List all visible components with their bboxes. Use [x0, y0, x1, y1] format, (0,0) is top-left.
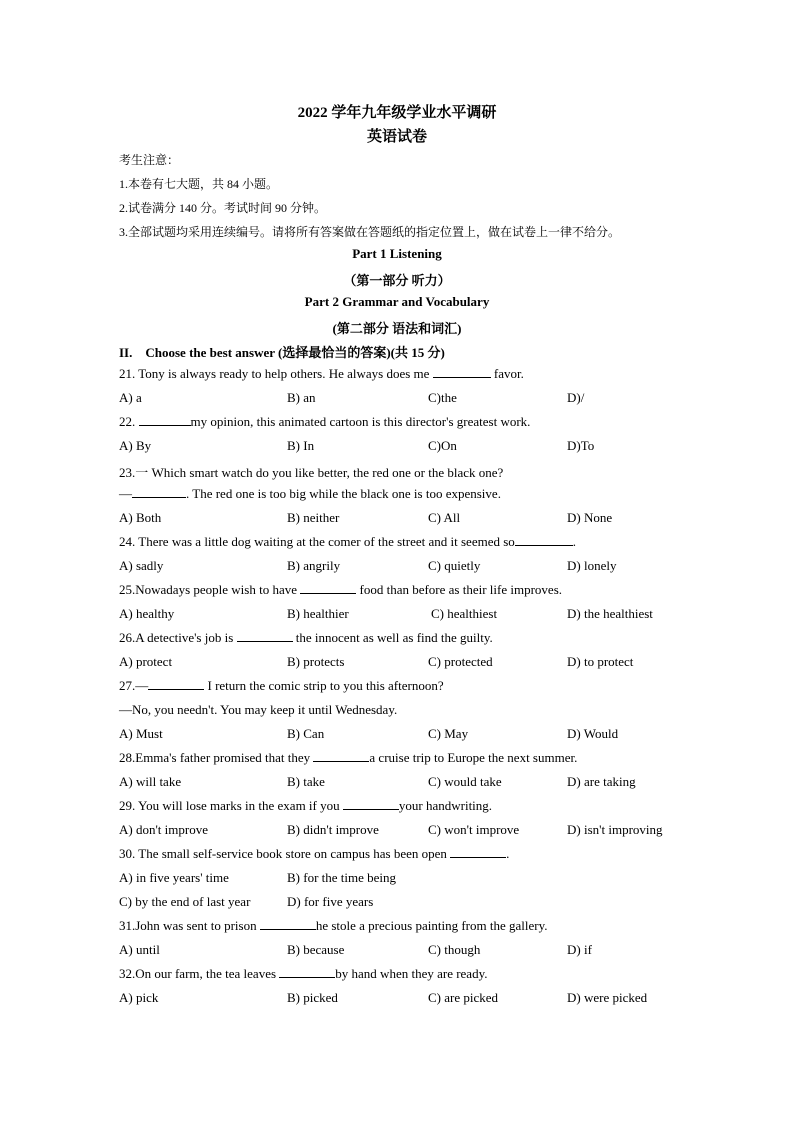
question-27: [119, 678, 444, 694]
question-29: [119, 798, 492, 814]
question-25: [119, 582, 562, 598]
option-c: C)On: [428, 438, 457, 453]
option-a: A) healthy: [119, 606, 175, 621]
option-b: B) take: [287, 774, 325, 789]
option-d: D) Would: [567, 726, 619, 741]
question-31-text: 31.John was sent to prison: [119, 918, 260, 933]
question-28: [119, 750, 577, 766]
question-29-text: 29. You will lose marks in the exam if you: [119, 798, 343, 813]
option-d: D)To: [567, 438, 595, 453]
option-d: D) if: [567, 942, 592, 957]
answer-blank: [260, 918, 316, 930]
option-d: D)/: [567, 390, 585, 405]
question-32: [119, 966, 488, 982]
answer-blank: [279, 966, 335, 978]
section-heading: [119, 342, 445, 361]
section-label: II.: [119, 345, 133, 360]
question-24-text-end: .: [572, 534, 577, 549]
answer-blank: [343, 798, 399, 810]
question-28-text: 28.Emma's father promised that they: [119, 750, 314, 765]
question-29-text-end: your handwriting.: [398, 798, 493, 813]
question-25-text-end: food than before as their life improves.: [356, 582, 563, 597]
question-32-text-end: by hand when they are ready.: [335, 966, 488, 981]
answer-blank: [515, 534, 573, 546]
option-b: B) an: [287, 390, 316, 405]
notice-item-2: 2.试卷满分 140 分。考试时间 90 分钟。: [119, 201, 327, 215]
answer-blank: [148, 678, 204, 690]
part1-heading: Part 1 Listening: [352, 246, 442, 261]
option-d: D) the healthiest: [567, 606, 653, 621]
question-30: [119, 846, 509, 862]
question-23-reply: [119, 486, 501, 502]
option-a: A) until: [119, 942, 160, 957]
question-23-reply-end: . The red one is too big while the black one is too expensive.: [186, 486, 501, 501]
question-22-text: 22.: [119, 414, 139, 429]
option-c: C) are picked: [428, 990, 499, 1005]
option-b: B) neither: [287, 510, 340, 525]
option-a: A) will take: [119, 774, 182, 789]
answer-blank: [433, 366, 491, 378]
question-21-text: 21. Tony is always ready to help others. He always does me: [119, 366, 433, 381]
option-c: C) protected: [428, 654, 493, 669]
option-b: B) angrily: [287, 558, 341, 573]
question-24: [119, 534, 576, 550]
notice-item-3: 3.全部试题均采用连续编号。请将所有答案做在答题纸的指定位置上，做在试卷上一律不给分。: [119, 225, 621, 239]
option-b: B) because: [287, 942, 345, 957]
option-b: B) Can: [287, 726, 325, 741]
option-c: C) by the end of last year: [119, 894, 251, 909]
option-d: D) None: [567, 510, 613, 525]
answer-blank: [313, 750, 369, 762]
question-26: [119, 630, 493, 646]
question-31: [119, 918, 547, 934]
notice-heading: 考生注意：: [119, 153, 180, 167]
question-30-text-end: .: [506, 846, 510, 861]
exam-subtitle: 英语试卷: [366, 129, 427, 145]
question-32-text: 32.On our farm, the tea leaves: [119, 966, 280, 981]
part2-heading: Part 2 Grammar and Vocabulary: [304, 294, 490, 309]
question-21: [119, 366, 524, 382]
option-a: A) sadly: [119, 558, 164, 573]
notice-item-1: 1.本卷有七大题，共 84 小题。: [119, 177, 279, 191]
option-d: D) to protect: [567, 654, 634, 669]
option-c: C) won't improve: [428, 822, 520, 837]
question-27-text: 27.—: [119, 678, 149, 693]
question-22-text-end: my opinion, this animated cartoon is this director's greatest work.: [190, 414, 531, 429]
option-a: A) a: [119, 390, 142, 405]
option-a: A) Both: [119, 510, 162, 525]
answer-blank: [450, 846, 506, 858]
part1-heading-cn: （第一部分 听力）: [343, 273, 451, 288]
answer-blank: [139, 414, 191, 426]
option-b: B) didn't improve: [287, 822, 379, 837]
option-c: C) May: [428, 726, 469, 741]
answer-blank: [237, 630, 293, 642]
option-d: D) lonely: [567, 558, 617, 573]
exam-title: 2022 学年九年级学业水平调研: [297, 105, 497, 121]
question-27-reply: —No, you needn't. You may keep it until Wednesday.: [119, 702, 398, 717]
option-b: B) protects: [287, 654, 345, 669]
question-28-text-end: a cruise trip to Europe the next summer.: [369, 750, 578, 765]
option-b: B) healthier: [287, 606, 349, 621]
option-a: A) in five years' time: [119, 870, 229, 885]
section-text: Choose the best answer (选择最恰当的答案)(共 15 分): [145, 345, 445, 360]
option-c: C) though: [428, 942, 481, 957]
option-a: A) By: [119, 438, 152, 453]
option-b: B) In: [287, 438, 315, 453]
answer-blank: [300, 582, 356, 594]
question-26-text-end: the innocent as well as find the guilty.: [292, 630, 493, 645]
option-d: D) were picked: [567, 990, 648, 1005]
option-a: A) don't improve: [119, 822, 208, 837]
question-24-text: 24. There was a little dog waiting at the comer of the street and it seemed so: [119, 534, 515, 549]
question-23-reply-start: —: [119, 486, 132, 501]
question-23: 23.一 Which smart watch do you like better, the red one or the black one?: [119, 465, 504, 480]
option-b: B) for the time being: [287, 870, 397, 885]
part2-heading-cn: (第二部分 语法和词汇): [332, 321, 462, 336]
question-31-text-end: he stole a precious painting from the gallery.: [315, 918, 548, 933]
question-26-text: 26.A detective's job is: [119, 630, 237, 645]
question-22: [119, 414, 530, 430]
option-a: A) protect: [119, 654, 173, 669]
option-c: C) quietly: [428, 558, 481, 573]
question-25-text: 25.Nowadays people wish to have: [119, 582, 301, 597]
option-c: C) would take: [428, 774, 502, 789]
option-d: D) for five years: [287, 894, 374, 909]
option-b: B) picked: [287, 990, 338, 1005]
option-c: C) All: [428, 510, 461, 525]
option-c: C) healthiest: [431, 606, 498, 621]
option-d: D) isn't improving: [567, 822, 663, 837]
question-30-text: 30. The small self-service book store on campus has been open: [119, 846, 451, 861]
question-27-text-end: I return the comic strip to you this afternoon?: [204, 678, 444, 693]
question-21-text-end: favor.: [490, 366, 524, 381]
option-a: A) pick: [119, 990, 159, 1005]
option-a: A) Must: [119, 726, 163, 741]
answer-blank: [132, 486, 186, 498]
option-d: D) are taking: [567, 774, 636, 789]
option-c: C)the: [428, 390, 457, 405]
